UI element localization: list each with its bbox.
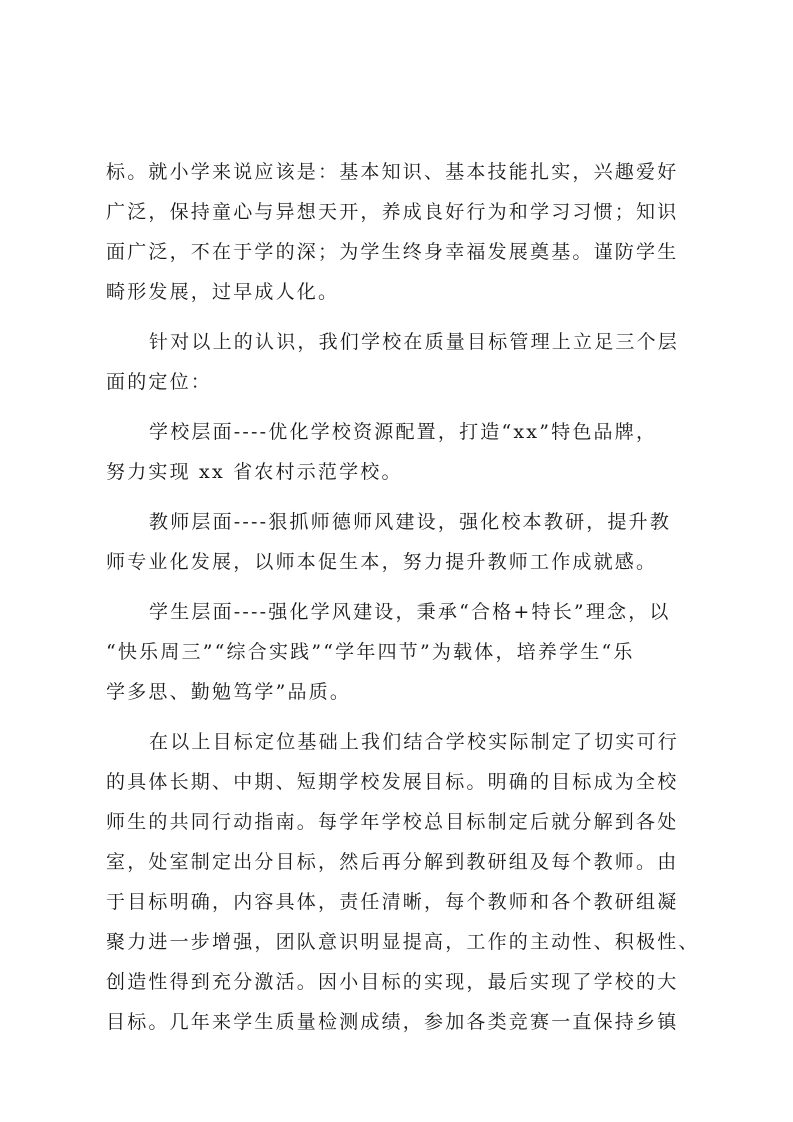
text-line: 畸形发展，过早成人化。: [106, 281, 340, 303]
text-line: 学校层面----优化学校资源配置，打造“xx”特色品牌，: [149, 421, 658, 443]
text-line: 学多思、勤勉笃学”品质。: [106, 681, 352, 703]
text-line: 教师层面----狠抓师德师风建设，强化校本教研，提升教: [149, 511, 672, 533]
text-line: 面的定位：: [106, 371, 213, 393]
text-line: 室，处室制定出分目标，然后再分解到教研组及每个教师。由: [106, 851, 679, 873]
text-line: 师专业化发展，以师本促生本，努力提升教师工作成就感。: [106, 551, 658, 573]
text-line: 于目标明确，内容具体，责任清晰，每个教师和各个教研组凝: [106, 891, 679, 913]
text-line: 标。就小学来说应该是：基本知识、基本技能扎实，兴趣爱好: [106, 161, 679, 183]
text-line: 广泛，保持童心与异想天开，养成良好行为和学习习惯；知识: [106, 201, 679, 223]
text-line: “快乐周三”“综合实践”“学年四节”为载体，培养学生“乐: [106, 641, 635, 663]
text-line: 的具体长期、中期、短期学校发展目标。明确的目标成为全校: [106, 771, 679, 793]
document-body: [106, 152, 700, 1042]
paragraph-student-level: [106, 592, 686, 712]
text-line: 目标。几年来学生质量检测成绩，参加各类竞赛一直保持乡镇: [106, 1011, 679, 1033]
text-line: 面广泛，不在于学的深；为学生终身幸福发展奠基。谨防学生: [106, 241, 679, 263]
text-line: 学生层面----强化学风建设，秉承“合格+特长”理念，以: [149, 601, 671, 623]
text-line: 创造性得到充分激活。因小目标的实现，最后实现了学校的大: [106, 971, 679, 993]
text-line: 师生的共同行动指南。每学年学校总目标制定后就分解到各处: [106, 811, 679, 833]
text-line: 在以上目标定位基础上我们结合学校实际制定了切实可行: [149, 731, 680, 753]
paragraph-school-level: [106, 412, 686, 492]
text-line: 针对以上的认识，我们学校在质量目标管理上立足三个层: [149, 331, 680, 353]
paragraph-positioning-intro: [106, 322, 686, 402]
paragraph-teacher-level: [106, 502, 686, 582]
text-line: 努力实现 xx 省农村示范学校。: [106, 461, 403, 483]
paragraph-continuation: [106, 152, 686, 312]
text-line: 聚力进一步增强，团队意识明显提高，工作的主动性、积极性、: [106, 931, 700, 953]
paragraph-goal-implementation: [106, 722, 700, 1042]
